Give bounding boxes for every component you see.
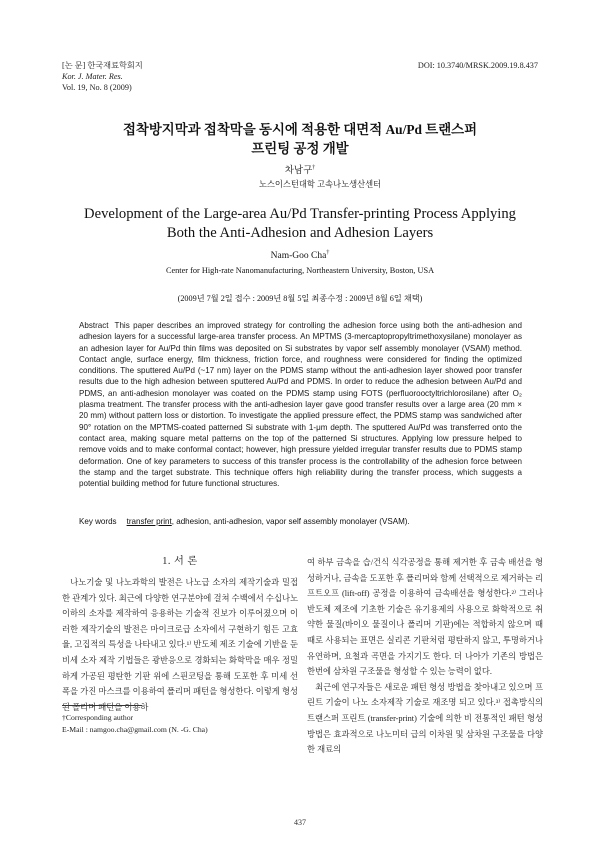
submission-dates: (2009년 7월 2일 접수 : 2009년 8월 5일 최종수정 : 2009년 8월 6일 채택) bbox=[177, 294, 423, 303]
title-en-line1: Development of the Large-area Au/Pd Transfer-printing Process Applying bbox=[84, 206, 516, 222]
title-english bbox=[20, 205, 580, 243]
journal-volume: Vol. 19, No. 8 (2009) bbox=[62, 83, 132, 93]
body-column-right bbox=[307, 555, 543, 758]
title-korean bbox=[40, 120, 560, 158]
section-heading: 1. 서 론 bbox=[162, 556, 198, 567]
affiliation-korean: 노스이스턴대학 고속나노생산센터 bbox=[258, 180, 382, 189]
body-paragraph: 여 하부 금속을 습/건식 식각공정을 통해 제거한 후 금속 배선을 형성하거나, 금속을 도포한 후 폴리머와 함께 선택적으로 제거하는 리프트오프 (lift-off) 공정을 이용하여 금속배선을 형성한다.²⁾ 그러나 반도체 제조에 기초한 기술은 유기용제의 사용으로 화학적으로 취약한 물질(바이오 물질이나 폴리머 기판)에는 적합하지 않으며 때때로 사용되는 표면은 실리콘 기판처럼 평탄하지 않고, 투명하거나 유연하며, 요철과 곡면을 가지기도 한다. 더 나아가 기존의 방법은 한번에 삼차원 구조물을 형성할 수 있는 능력이 없다. bbox=[307, 558, 543, 677]
abstract-text: This paper describes an improved strategy for controlling the adhesion force using both the anti-adhesion and adhesion layers for a successful large-area transfer process. An MPTMS (3-mercaptopropyltrimethoxysilane) monolayer as an adhesion layer for Au/Pd thin films was deposited on Si substrates by vapor self assembly monolayer (VSAM) method. Contact angle, surface energy, film thickness, friction force, and roughness were considered for finding the optimized conditions. The sputtered Au/Pd (~17 nm) layer on the PDMS stamp without the anti-adhesion layer showed poor transfer results due to the high adhesion between sputtered Au/Pd and PDMS. In order to reduce the adhesion between Au/Pd and PDMS, an anti-adhesion monolayer was coated on the PDMS stamp using FOTS (perfluorooctyltrichlorosilane) after O₂ plasma treatment. The transfer process with the anti-adhesion layer gave good transfer results over a large area (20 mm × 20 mm) without pattern loss or distortion. To investigate the applied pressure effect, the PDMS stamp was sandwiched after 90° rotation on the MPTMS-coated patterned Si substrate with 1-μm depth. The sputtered Au/Pd was transferred onto the contact area, making square metal patterns on the top of the patterned Si structures. Applying low pressure helped to remove voids and to make conformal contact; however, high pressure yielded irregular transfer results due to PDMS stamp deformation. One of key parameters to success of this transfer process is the controllability of the adhesion force between the stamp and the target substrate. This technique offers high reliability during the transfer process, which suggests a potential building method for future functional structures. bbox=[79, 321, 522, 489]
abstract bbox=[79, 320, 522, 489]
footnote-email: E-Mail : namgoo.cha@gmail.com (N. -G. Cha) bbox=[62, 725, 208, 734]
keyword-link[interactable]: transfer print bbox=[126, 517, 172, 526]
journal-name-en: Kor. J. Mater. Res. bbox=[62, 72, 123, 82]
page-number: 437 bbox=[294, 818, 306, 827]
author-korean: 차남구† bbox=[284, 164, 316, 176]
keywords-label: Key words bbox=[79, 517, 117, 526]
footnote-corresponding: †Corresponding author bbox=[62, 713, 134, 722]
author-kr-name: 차남구 bbox=[284, 166, 313, 176]
body-column-left bbox=[62, 555, 298, 715]
keywords bbox=[79, 517, 522, 526]
title-kr-line2: 프린팅 공정 개발 bbox=[251, 141, 349, 156]
keywords-rest: , adhesion, anti-adhesion, vapor self assembly monolayer (VSAM). bbox=[171, 517, 410, 526]
title-kr-line1: 접착방지막과 접착막을 동시에 적용한 대면적 Au/Pd 트랜스퍼 bbox=[122, 122, 478, 137]
journal-header bbox=[62, 60, 143, 94]
author-en-name: Nam-Goo Cha bbox=[270, 251, 327, 262]
affiliation-english: Center for High-rate Nanomanufacturing, Northeastern University, Boston, USA bbox=[165, 266, 435, 275]
title-en-line2: Both the Anti-Adhesion and Adhesion Layers bbox=[166, 225, 434, 241]
footnote bbox=[62, 712, 302, 736]
abstract-label: Abstract bbox=[79, 321, 109, 330]
author-english: Nam-Goo Cha† bbox=[270, 250, 330, 262]
body-paragraph: 나노기술 및 나노과학의 발전은 나노급 소자의 제작기술과 밀접한 관계가 있다. 최근에 다양한 연구분야에 걸쳐 수백에서 수십나노 이하의 소자를 제작하여 응용하는 기술적 진보가 이루어졌으며 이러한 제작기술의 발전은 마이크로급 소자에서 구현하기 힘든 고효율, 고집적의 특성을 나타내고 있다.¹⁾ 반도체 제조 기술에 기반을 둔 비세 소자 제작 기법들은 광반응으로 경화되는 화학막을 매우 정밀하게 가공된 평탄한 기판 위에 스핀코팅을 통해 도포한 후 미세 선폭을 가진 마스크를 이용하여 폴리머 패턴을 형성한다. 이렇게 형성된 폴리머 패턴을 이용하 bbox=[62, 578, 298, 712]
journal-name-kr: [논 문] 한국재료학회지 bbox=[62, 61, 143, 70]
doi: DOI: 10.3740/MRSK.2009.19.8.437 bbox=[417, 61, 538, 70]
footnote-divider bbox=[62, 705, 142, 706]
body-paragraph: 최근에 연구자들은 새로운 패턴 형성 방법을 찾아내고 있으며 프린트 기술이 나노 소자제작 기술로 재조명 되고 있다.³⁾ 접촉방식의 트랜스퍼 프린트 (transfer-print) 기술에 의한 비 전통적인 패턴 형성 방법은 효과적으로 나노미터 급의 이차원 및 삼차원 구조물을 다양한 재료의 bbox=[307, 682, 543, 755]
